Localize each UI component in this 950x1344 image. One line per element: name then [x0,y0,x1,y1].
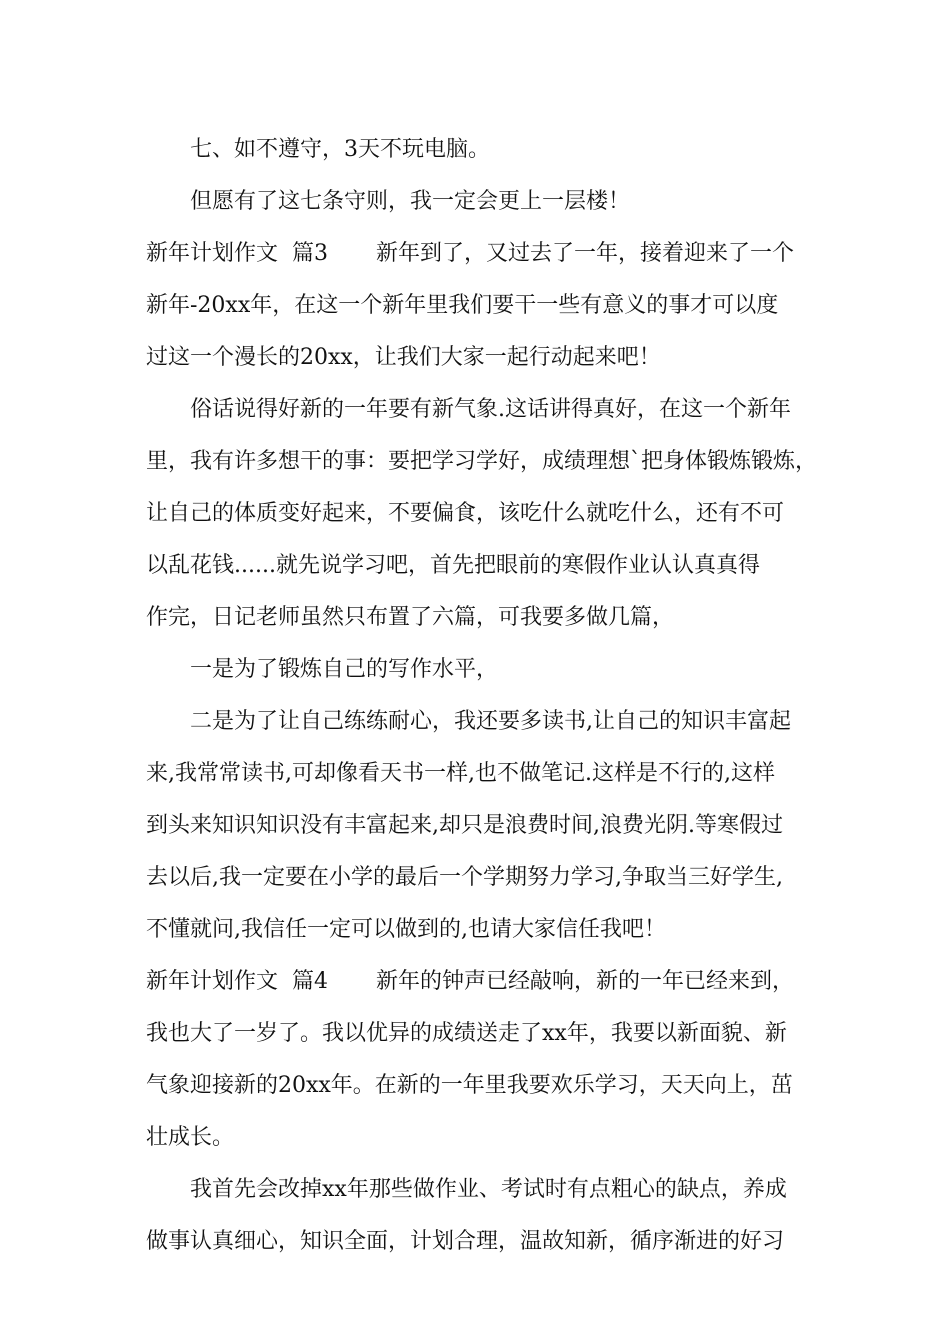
paragraph-line: 作完，日记老师虽然只布置了六篇，可我要多做几篇， [146,605,675,630]
section-heading: 新年计划作文 篇4 [146,969,328,994]
paragraph-line: 做事认真细心，知识全面，计划合理，温故知新，循序渐进的好习 [146,1229,785,1254]
paragraph-line: 去以后,我一定要在小学的最后一个学期努力学习,争取当三好学生, [146,865,783,890]
paragraph-line: 二是为了让自己练练耐心，我还要多读书,让自己的知识丰富起 [190,709,791,734]
paragraph-line: 新年-20xx年，在这一个新年里我们要干一些有意义的事才可以度 [146,293,779,318]
paragraph-text: 新年到了，又过去了一年，接着迎来了一个 [375,241,794,266]
paragraph-line: 里，我有许多想干的事：要把学习学好，成绩理想`把身体锻炼锻炼， [146,449,818,474]
paragraph-line: 不懂就问,我信任一定可以做到的,也请大家信任我吧！ [146,917,666,942]
paragraph-line: 壮成长。 [146,1125,235,1150]
section-heading-line [146,239,794,269]
paragraph-line: 到头来知识知识没有丰富起来,却只是浪费时间,浪费光阴.等寒假过 [146,813,783,838]
paragraph-line: 俗话说得好新的一年要有新气象.这话讲得真好，在这一个新年 [190,397,791,422]
paragraph-line: 我首先会改掉xx年那些做作业、考试时有点粗心的缺点，养成 [190,1177,787,1202]
paragraph-line: 以乱花钱......就先说学习吧，首先把眼前的寒假作业认认真真得 [146,553,760,578]
section-heading: 新年计划作文 篇3 [146,241,328,266]
paragraph-line: 但愿有了这七条守则，我一定会更上一层楼！ [190,189,631,214]
paragraph-text: 新年的钟声已经敲响，新的一年已经来到， [375,969,794,994]
paragraph-line: 来,我常常读书,可却像看天书一样,也不做笔记.这样是不行的,这样 [146,761,775,786]
section-heading-line [146,967,794,997]
paragraph-line: 一是为了锻炼自己的写作水平， [190,657,499,682]
paragraph-line: 我也大了一岁了。我以优异的成绩送走了xx年，我要以新面貌、新 [146,1021,787,1046]
paragraph-line: 气象迎接新的20xx年。在新的一年里我要欢乐学习，天天向上，茁 [146,1073,793,1098]
paragraph-line: 过这一个漫长的20xx，让我们大家一起行动起来吧！ [146,345,661,370]
paragraph-line: 让自己的体质变好起来，不要偏食，该吃什么就吃什么，还有不可 [146,501,785,526]
paragraph-line: 七、如不遵守，3天不玩电脑。 [190,137,490,162]
